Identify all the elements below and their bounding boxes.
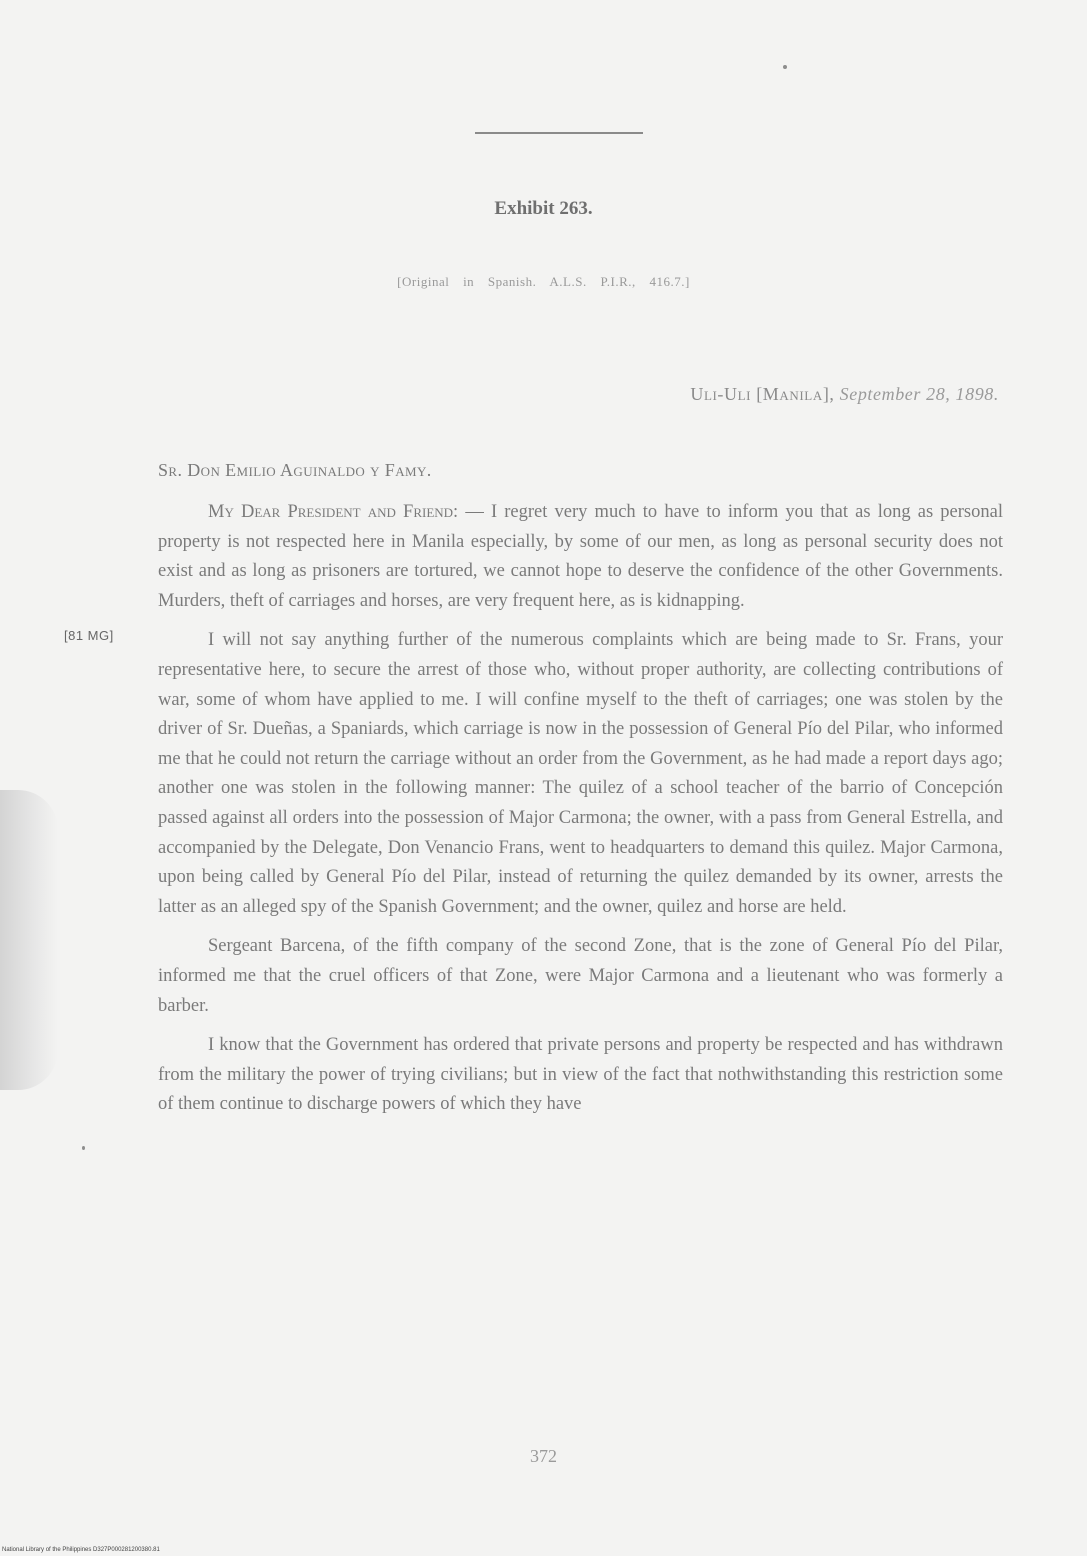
source-note: [Original in Spanish. A.L.S. P.I.R., 416.7.] [397, 274, 690, 289]
paragraph [158, 498, 1003, 616]
paragraph-text: — I regret very much to have to inform you that as long as personal property is not respected here in Manila especially, by some of our men, as long as personal security does not exist and as long as prisoners are tortured, we cannot hope to deserve the confidence of the other Governments. Murders, theft of carriages and horses, are very frequent here, as is kidnapping. [158, 502, 1003, 611]
footer-credit: National Library of the Philippines D327P000281200380.81 [2, 1547, 160, 1553]
section-rule [475, 132, 643, 134]
page-edge-shadow [0, 790, 58, 1090]
dateline-place: Uli-Uli [Manila] [690, 384, 830, 404]
exhibit-title: Exhibit 263. [494, 198, 593, 219]
ink-speck [82, 1146, 85, 1150]
paragraph: I will not say anything further of the numerous complaints which are being made to Sr. Frans, your representative here, to secure the arrest of those who, without proper authority, are collecting contributions of war, some of whom have applied to me. I will confine myself to the theft of carriages; one was stolen by the driver of Sr. Dueñas, a Spaniards, which carriage is now in the possession of General Pío del Pilar, who informed me that he could not return the carriage without an order from the Government, as he had made a report days ago; another one was stolen in the following manner: The quilez of a school teacher of the barrio of Concepción passed against all orders into the possession of Major Carmona; the owner, with a pass from General Estrella, and accompanied by the Delegate, Don Venancio Frans, went to headquarters to demand this quilez. Major Carmona, upon being called by General Pío del Pilar, instead of returning the quilez demanded by its owner, arrests the latter as an alleged spy of the Spanish Government; and the owner, quilez and horse are held. [158, 630, 1003, 917]
page-number: 372 [530, 1446, 557, 1466]
greeting: My Dear President and Friend: [208, 502, 459, 522]
paragraph: Sergeant Barcena, of the fifth company of the second Zone, that is the zone of General Pío del Pilar, informed me that the cruel officers of that Zone, were Major Carmona and a lieutenant who was formerly a barber. [158, 936, 1003, 1016]
margin-note: [81 MG] [64, 628, 114, 643]
salutation: Sr. Don Emilio Aguinaldo y Famy. [158, 460, 432, 480]
ink-speck [783, 65, 787, 69]
dateline-date: September 28, 1898. [839, 384, 999, 404]
letter-body [158, 498, 1003, 1130]
dateline: Uli-Uli [Manila], September 28, 1898. [690, 384, 999, 404]
paragraph: I know that the Government has ordered that private persons and property be respected and has withdrawn from the military the power of trying civilians; but in view of the fact that nothwithstanding this restriction some of them continue to discharge powers of which they have [158, 1035, 1003, 1115]
